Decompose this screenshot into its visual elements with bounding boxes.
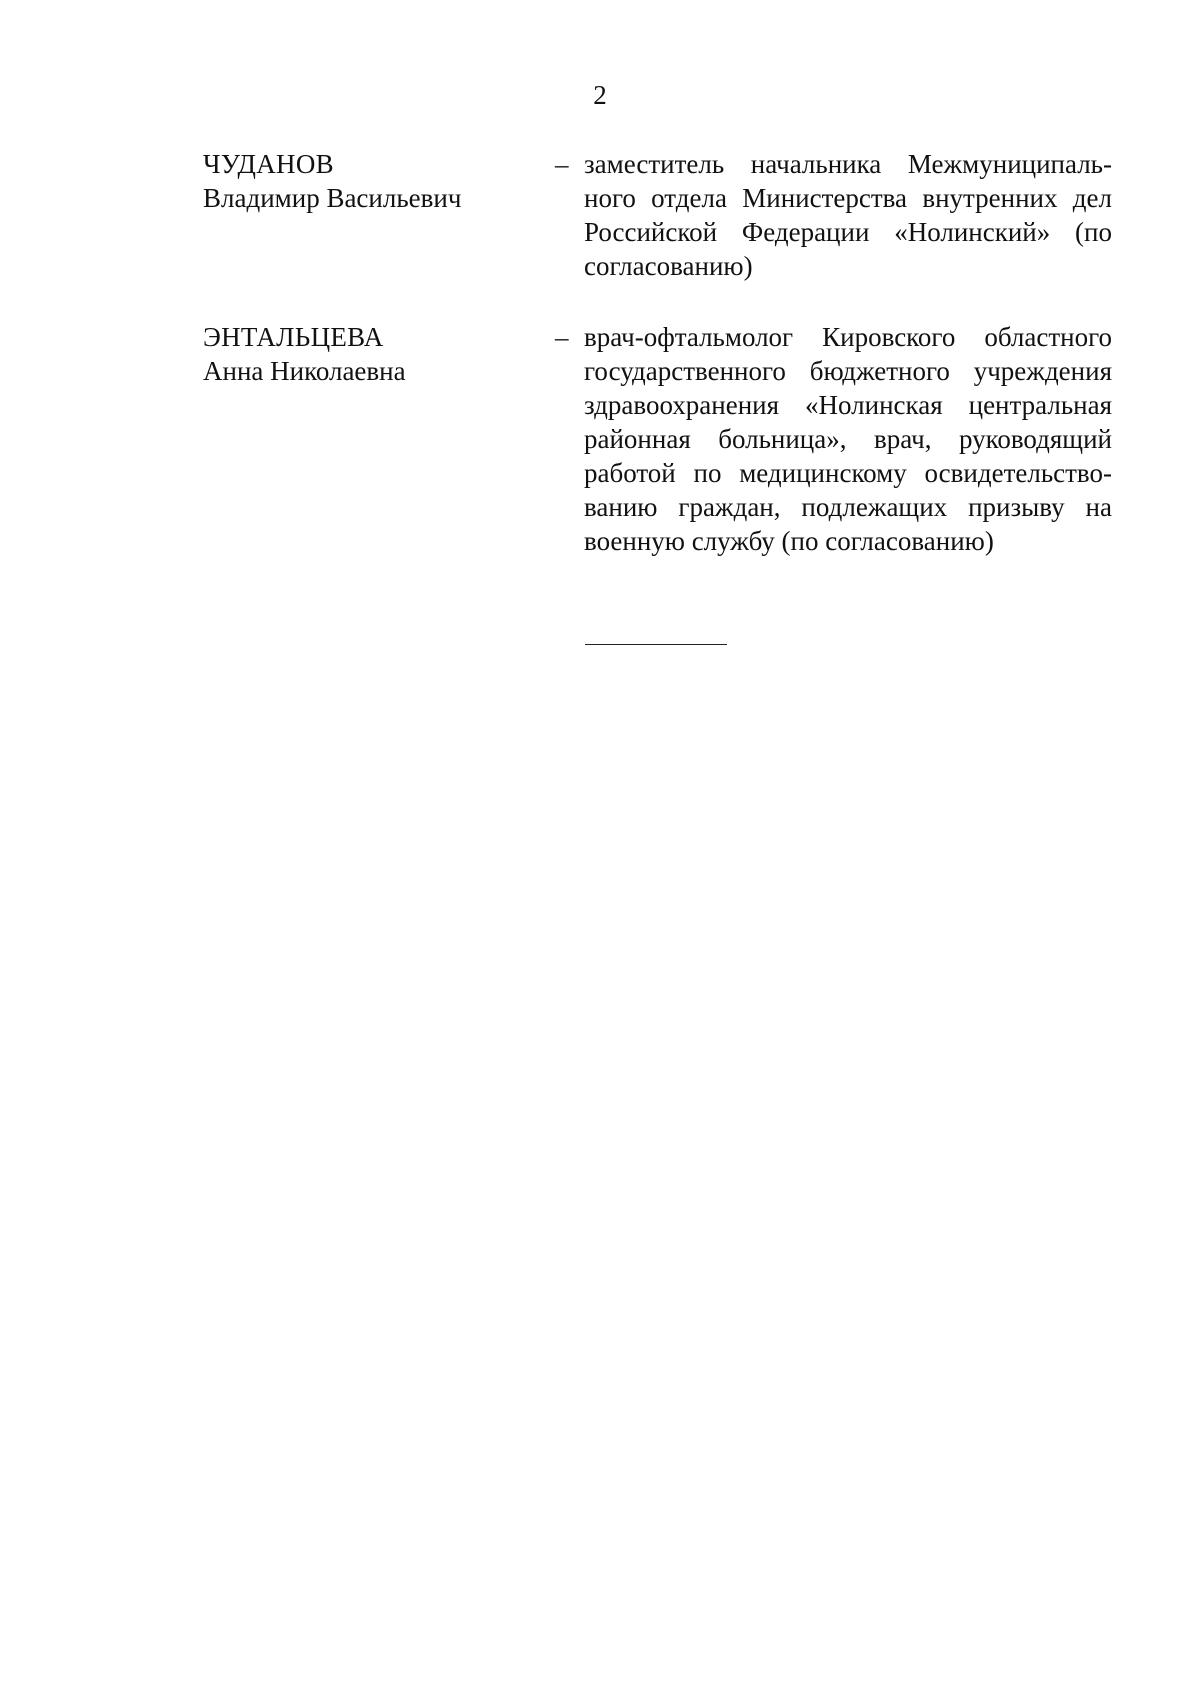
description-line: военную службу (по согласованию) xyxy=(584,526,994,556)
description-line: врач-офтальмолог Кировского областного xyxy=(584,322,1112,352)
description-line: районная больница», врач, руководящий xyxy=(584,424,1112,454)
description-line: ванию граждан, подлежащих призыву на xyxy=(584,492,1112,522)
closing-rule xyxy=(585,644,727,645)
member-given-names: Анна Николаевна xyxy=(203,356,406,386)
separator-dash: – xyxy=(555,149,569,179)
member-surname: ЭНТАЛЬЦЕВА xyxy=(203,322,384,352)
member-position-description xyxy=(584,320,1112,558)
description-line: согласованию) xyxy=(584,251,753,281)
member-position-description xyxy=(584,147,1112,283)
member-name-block xyxy=(203,320,533,388)
page-number: 2 xyxy=(593,80,607,110)
member-name-block xyxy=(203,147,533,215)
description-line: здравоохранения «Нолинская центральная xyxy=(584,390,1112,420)
description-line: работой по медицинскому освидетельство- xyxy=(584,458,1112,488)
description-line: заместитель начальника Межмуниципаль- xyxy=(584,149,1112,179)
member-surname: ЧУДАНОВ xyxy=(203,149,334,179)
description-line: Российской Федерации «Нолинский» (по xyxy=(584,217,1112,247)
member-given-names: Владимир Васильевич xyxy=(203,183,462,213)
description-line: государственного бюджетного учреждения xyxy=(584,356,1112,386)
description-line: ного отдела Министерства внутренних дел xyxy=(584,183,1112,213)
separator-dash: – xyxy=(555,322,569,352)
